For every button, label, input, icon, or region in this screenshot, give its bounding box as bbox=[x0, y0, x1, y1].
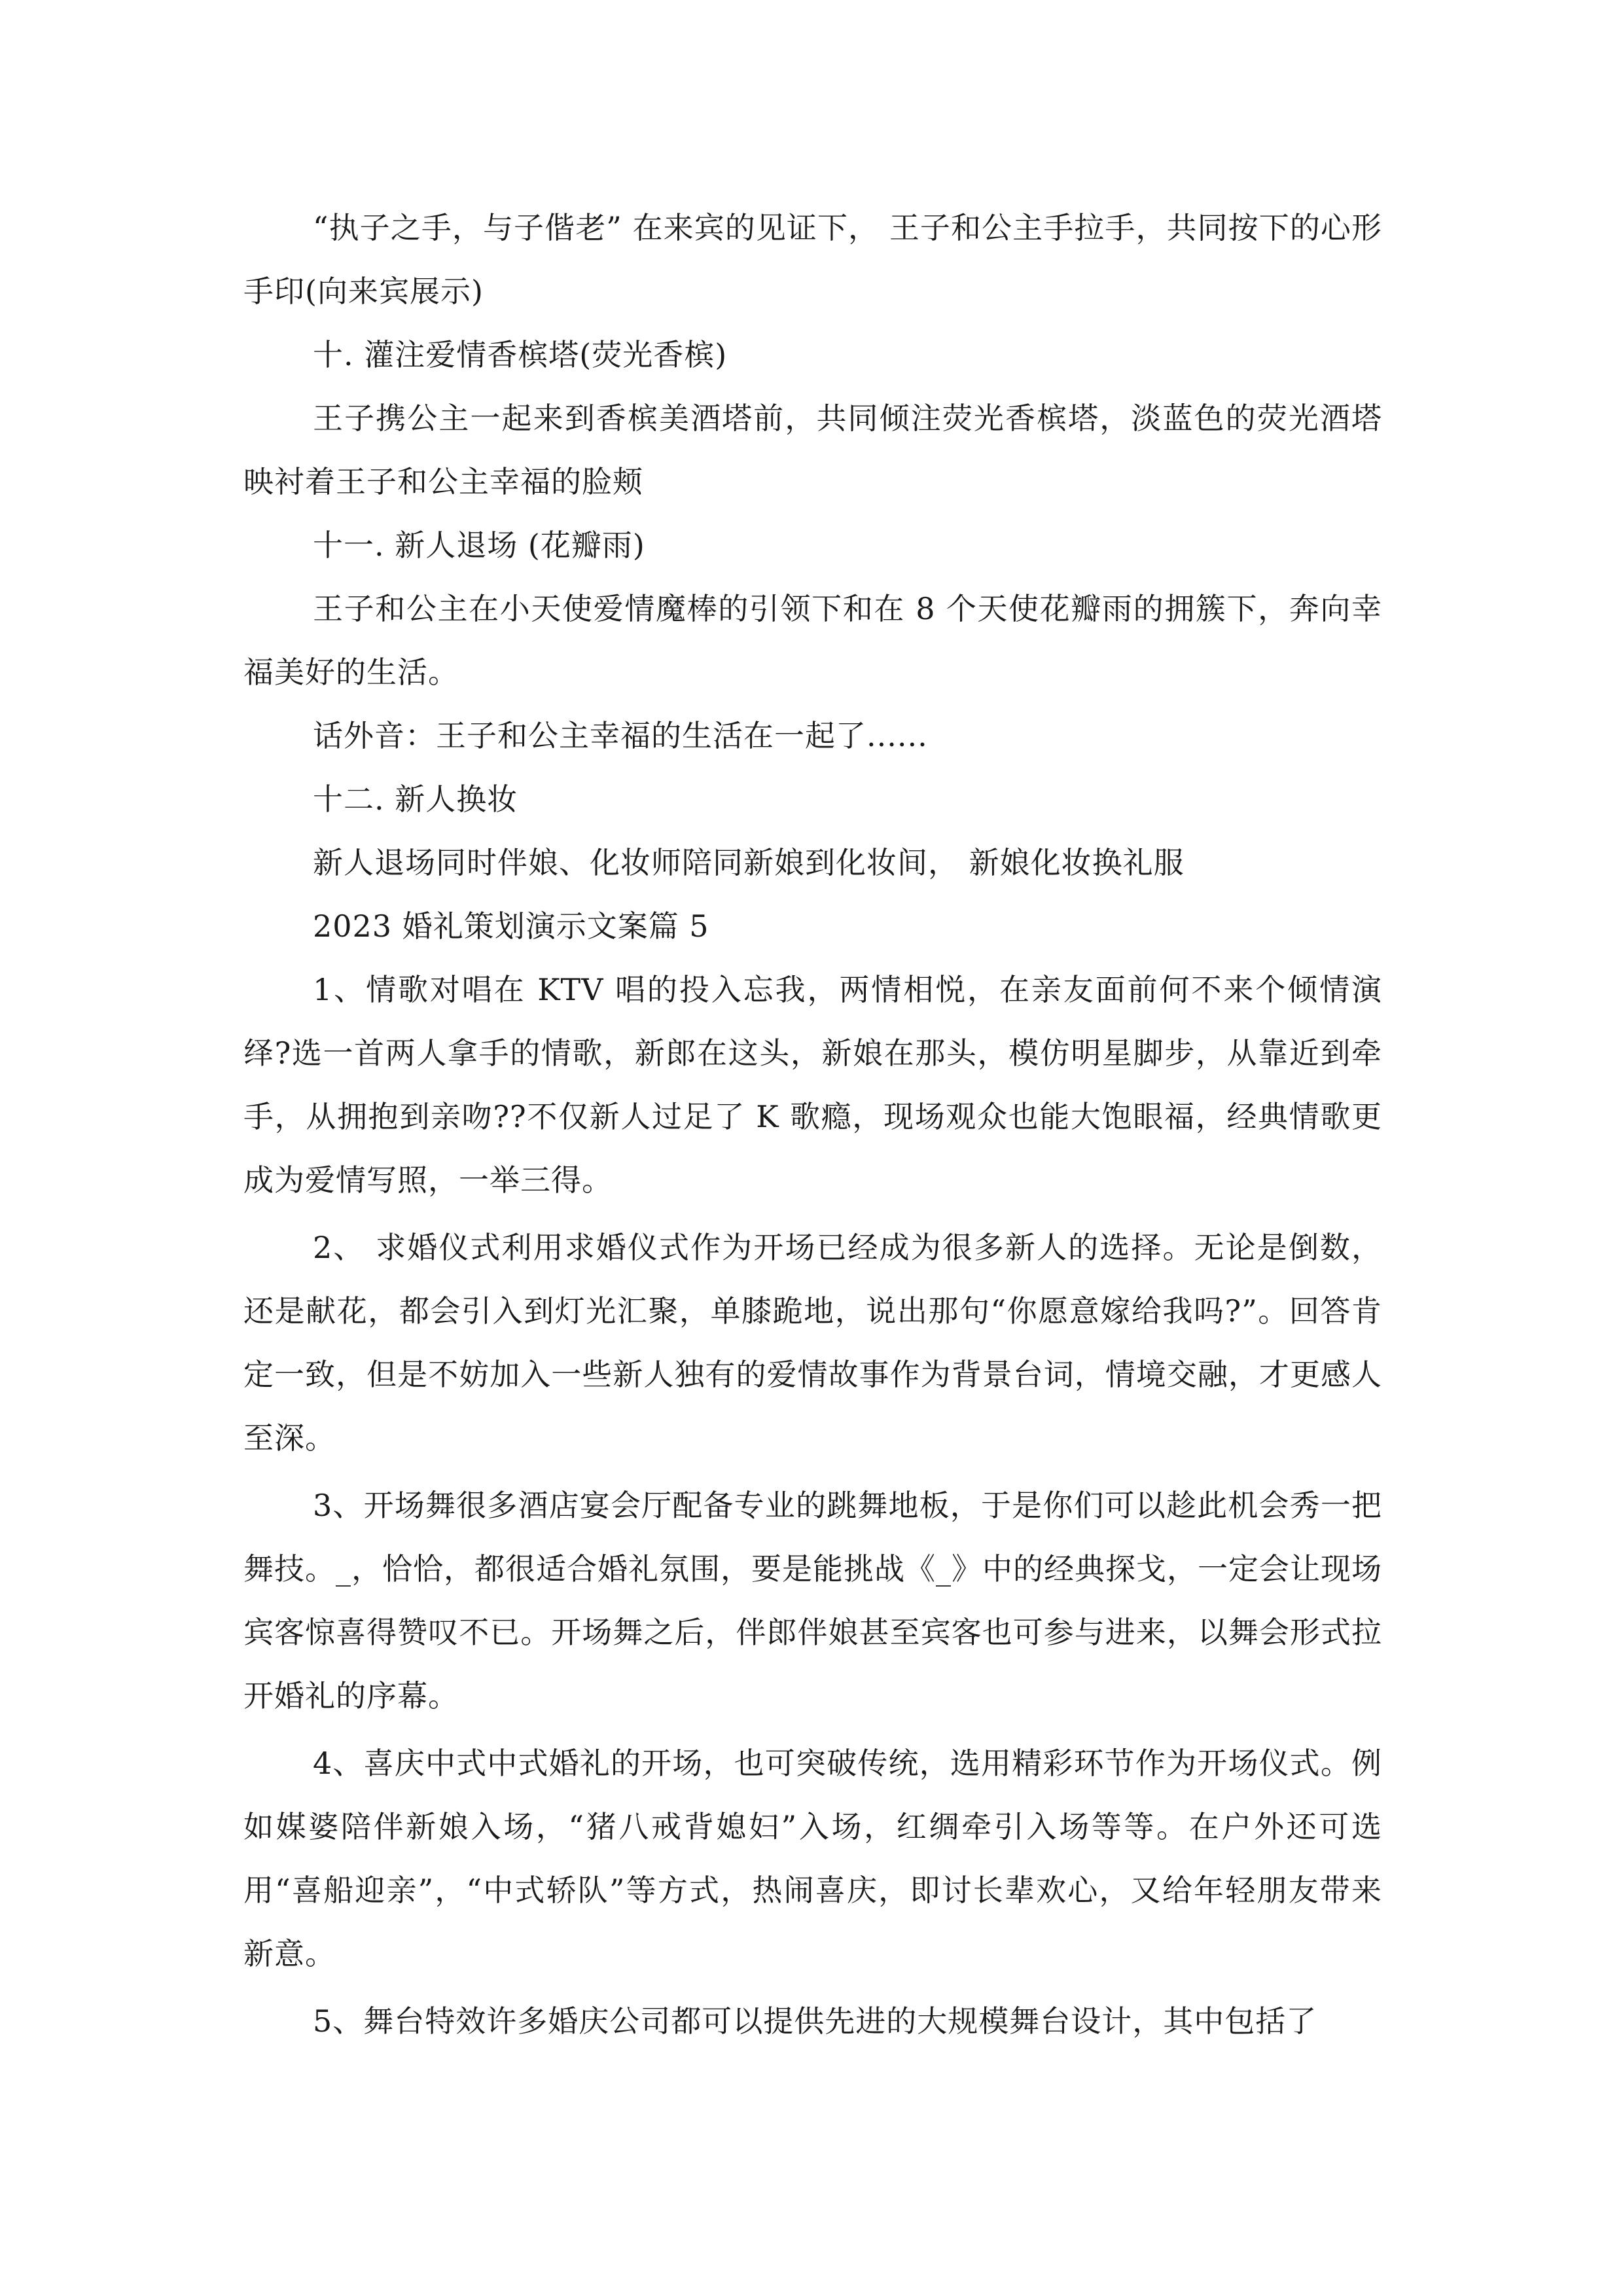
document-body bbox=[243, 196, 1382, 2053]
section-heading-champagne-tower: 十. 灌注爱情香槟塔(荧光香槟) bbox=[313, 337, 728, 372]
paragraph-exit: 王子和公主在小天使爱情魔棒的引领下和在 8 个天使花瓣雨的拥簇下，奔向幸福美好的生活。 bbox=[243, 591, 1382, 690]
paragraph-champagne-tower: 王子携公主一起来到香槟美酒塔前，共同倾注荧光香槟塔，淡蓝色的荧光酒塔映衬着王子和公主幸福的脸颊 bbox=[243, 401, 1382, 499]
paragraph-item-3: 3、开场舞很多酒店宴会厅配备专业的跳舞地板，于是你们可以趁此机会秀一把舞技。_，恰恰，都很适合婚礼氛围，要是能挑战《_》中的经典探戈，一定会让现场宾客惊喜得赞叹不已。开场舞之后，伴郎伴娘甚至宾客也可参与进来，以舞会形式拉开婚礼的序幕。 bbox=[243, 1488, 1382, 1713]
paragraph-item-2: 2、 求婚仪式利用求婚仪式作为开场已经成为很多新人的选择。无论是倒数，还是献花，都会引入到灯光汇聚，单膝跪地，说出那句“你愿意嫁给我吗?”。回答肯定一致，但是不妨加入一些新人独有的爱情故事作为背景台词，情境交融，才更感人至深。 bbox=[243, 1230, 1382, 1456]
paragraph-voiceover: 话外音：王子和公主幸福的生活在一起了...... bbox=[313, 718, 928, 753]
paragraph-item-5: 5、舞台特效许多婚庆公司都可以提供先进的大规模舞台设计，其中包括了 bbox=[313, 2003, 1317, 2039]
section-heading-exit: 十一. 新人退场 (花瓣雨) bbox=[313, 528, 645, 563]
section-heading-makeup-change: 十二. 新人换妆 bbox=[313, 781, 518, 817]
paragraph-makeup-change: 新人退场同时伴娘、化妆师陪同新娘到化妆间， 新娘化妆换礼服 bbox=[313, 845, 1185, 880]
paragraph-item-4: 4、喜庆中式中式婚礼的开场，也可突破传统，选用精彩环节作为开场仪式。例如媒婆陪伴新娘入场，“猪八戒背媳妇”入场，红绸牵引入场等等。在户外还可选用“喜船迎亲”，“中式轿队”等方式，热闹喜庆，即讨长辈欢心，又给年轻朋友带来新意。 bbox=[243, 1746, 1382, 1971]
paragraph-handprint: “执子之手，与子偕老” 在来宾的见证下， 王子和公主手拉手，共同按下的心形手印(向来宾展示) bbox=[243, 210, 1382, 309]
paragraph-item-1: 1、情歌对唱在 KTV 唱的投入忘我，两情相悦，在亲友面前何不来个倾情演绎?选一首两人拿手的情歌，新郎在这头，新娘在那头，模仿明星脚步，从靠近到牵手，从拥抱到亲吻??不仅新人过足了 K 歌瘾，现场观众也能大饱眼福，经典情歌更成为爱情写照，一举三得。 bbox=[243, 972, 1382, 1198]
article-title: 2023 婚礼策划演示文案篇 5 bbox=[313, 908, 709, 944]
